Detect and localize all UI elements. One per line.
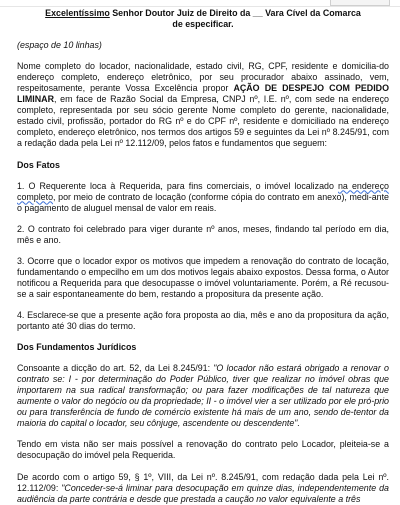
top-strip xyxy=(0,0,400,7)
facts-p1-b: , por meio de contrato de locação (conforme cópia do contrato em anexo), medi-ante o pagamento de aluguel mensal de valor em reais. xyxy=(17,191,389,213)
top-tab xyxy=(330,0,390,6)
intro-paragraph xyxy=(17,61,389,149)
legal-paragraph-2: Tendo em vista não ser mais possível a renovação do contrato pelo Locador, pleiteia-se a desocupação do imóvel pela Requerida. xyxy=(17,439,389,461)
facts-heading: Dos Fatos xyxy=(17,159,60,170)
facts-paragraph-4: 4. Esclarece-se que a presente ação fora proposta ao dia, mês e ano da propositura da ação, portanto até 30 dias do termo. xyxy=(17,309,389,332)
spellcheck-underline[interactable]: na endereço completo xyxy=(17,180,389,202)
legal-p3-a: De acordo com o artigo 59, § 1º, VIII, da Lei nº. 8.245/91, com redação dada pela Lei nº. 12.112/09: xyxy=(17,471,389,493)
facts-paragraph-1 xyxy=(17,181,389,214)
document-title xyxy=(17,8,389,30)
legal-heading: Dos Fundamentos Jurídicos xyxy=(17,342,137,353)
facts-p1-a: 1. O Requerente loca à Requerida, para fins comerciais, o imóvel localizado xyxy=(17,180,338,191)
title-rest: Senhor Doutor Juiz de Direito da __ Vara Cível da Comarca xyxy=(109,8,361,18)
legal-p1-quote: "O locador não estará obrigado a renovar o contrato se: I - por determinação do Poder Público, tiver que realizar no imóvel obras que importarem na sua radical transformação; ou para fazer modificações de tal natureza que aumente o valor do negócio ou da propriedade; II - o imóvel vier a ser utilizado por ele pró-prio ou para transferência de fundo de comércio existente há mais de um ano, sendo de-tentor da maioria do capital o locador, seu cônjuge, ascendente ou descendente". xyxy=(17,363,389,429)
action-name: AÇÃO DE DESPEJO COM PEDIDO LIMINAR xyxy=(17,83,389,105)
facts-paragraph-2: 2. O contrato foi celebrado para viger durante nº anos, meses, findando tal período em dia, mês e ano. xyxy=(17,223,389,245)
title-line-2: de especificar. xyxy=(172,19,234,30)
legal-p3-quote: "Conceder-se-á liminar para desocupação em quinze dias, independentemente da audiência da parte contrária e desde que prestada a caução no valor equivalente a três xyxy=(17,482,389,504)
document-page xyxy=(17,8,389,505)
intro-part-1: Nome completo do locador, nacionalidade, estado civil, RG, CPF, residente e domicilia-do endereço completo, endereço eletrônico, por seu procurador abaixo assinado, vem, respeitosamente, perante Vossa Excelência propor xyxy=(17,61,389,94)
intro-part-2: , em face de Razão Social da Empresa, CNPJ nº, I.E. nº, com sede na endereço completo, representada por seu sócio gerente Nome completo do gerente, nacionalidade, estado civil, profissão, portador do RG nº e do CPF nº, residente e domiciliado na endereço completo, endereço eletrônico, nos termos dos artigos 59 e seguintes da Lei nº 8.245/91, com a redação dada pela Lei nº 12.112/09, pelos fatos e fundamentos que seguem: xyxy=(17,94,389,149)
title-underlined: Excelentíssimo xyxy=(45,8,110,18)
facts-paragraph-3: 3. Ocorre que o locador expor os motivos que impedem a renovação do contrato de locação, fundamentando o empecilho em um dos motivos legais abaixo expostos. Dessa forma, o Autor notificou a Requerida para que desocupasse o imóvel voluntariamente. Porém, a Ré recusou-se a sair espontaneamente do bem, restando a propositura da presente ação. xyxy=(17,255,389,299)
legal-p1-a: Consoante a dicção do art. 52, da Lei 8.245/91: xyxy=(17,363,214,374)
legal-paragraph-1 xyxy=(17,363,389,429)
spacing-note: (espaço de 10 linhas) xyxy=(17,40,102,51)
